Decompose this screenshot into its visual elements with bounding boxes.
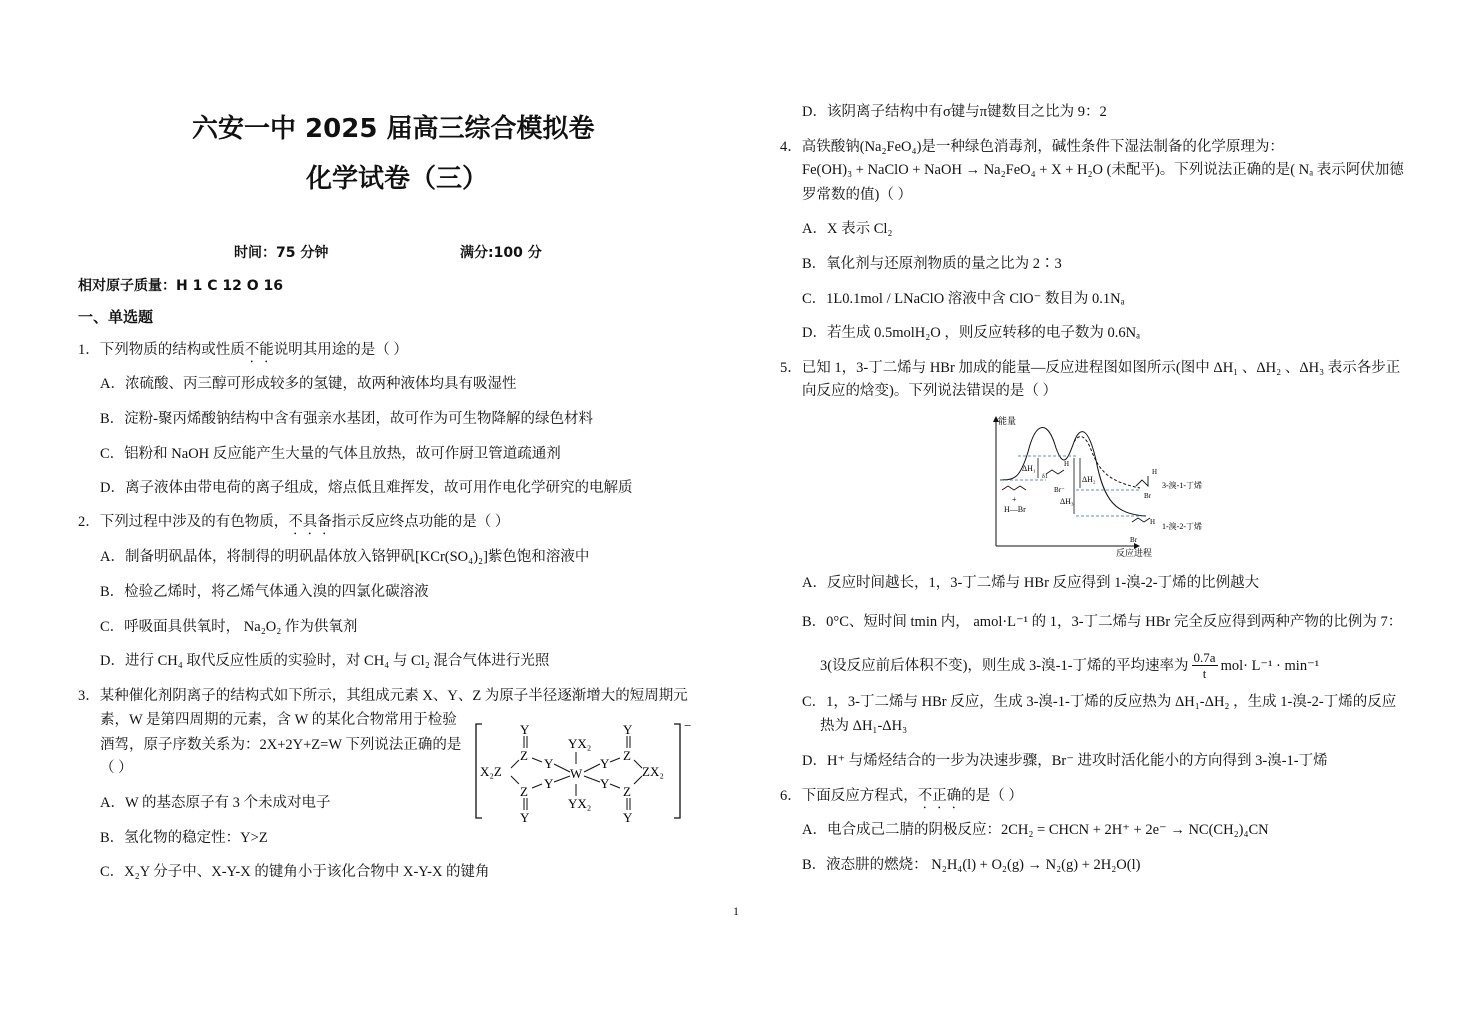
product2-label: 1-溴-2-丁烯 bbox=[1162, 522, 1202, 531]
q4-stem-line1: 4．高铁酸钠(Na₂FeO₄)是一种绿色消毒剂，碱性条件下湿法制备的化学原理为： bbox=[780, 139, 1284, 155]
progress-axis-label: 反应进程 bbox=[1116, 548, 1153, 558]
q3-stem-line1: 3．某种催化剂阴离子的结构式如下所示，其组成元素 X、Y、Z 为原子半径逐渐增大的短周期元 bbox=[78, 688, 688, 704]
q3-option-d: D．该阴离子结构中有σ键与π键数目之比为 9：2 bbox=[802, 104, 1107, 120]
q3-option-a: A．W 的基态原子有 3 个未成对电子 bbox=[100, 795, 331, 811]
anion-structure-diagram bbox=[472, 718, 700, 824]
atom-y: Y bbox=[520, 810, 530, 824]
q2-stem-part: 指示反应终点功能的是（ ） bbox=[331, 514, 510, 530]
atom-y: Y bbox=[544, 756, 554, 771]
q5-option-c-line1: C．1，3-丁二烯与 HBr 反应，生成 3-溴-1-丁烯的反应热为 ΔH₁-ΔH₂ ，生成 1-溴-2-丁烯的反应 bbox=[802, 694, 1397, 710]
h-label: H bbox=[1150, 518, 1156, 526]
q6-stem-emphasis: 不正确 bbox=[917, 788, 962, 804]
q6-stem-part: 6．下面反应方程式， bbox=[780, 788, 918, 804]
exam-time: 时间：75 分钟 bbox=[234, 245, 329, 261]
atom-z: Z bbox=[623, 748, 631, 763]
q1-option-c: C．铝粉和 NaOH 反应能产生大量的气体且放热，故可作厨卫管道疏通剂 bbox=[100, 446, 561, 462]
delta-h2-label: ΔH₂ bbox=[1082, 475, 1096, 484]
q6-stem-part: 的是（ ） bbox=[961, 788, 1023, 804]
energy-axis-label: 能量 bbox=[998, 416, 1017, 426]
atomic-mass-note: 相对原子质量：H 1 C 12 O 16 bbox=[78, 278, 283, 294]
group-x2z: X₂Z bbox=[480, 764, 502, 779]
q2-option-a: A．制备明矾晶体，将制得的明矾晶体放入铬钾矾[KCr(SO₄)₂]紫色饱和溶液中 bbox=[100, 549, 590, 565]
h-label: H bbox=[1152, 468, 1158, 476]
q4-stem-line2: Fe(OH)₃ + NaClO + NaOH → Na₂FeO₄ + X + H₂O (未配平)。下列说法正确的是( Nₐ 表示阿伏加德 bbox=[802, 162, 1404, 178]
q4-stem-line3: 罗常数的值)（ ） bbox=[802, 187, 912, 203]
plus-sign: + bbox=[1012, 495, 1017, 504]
q5-stem-line1: 5．已知 1，3-丁二烯与 HBr 加成的能量—反应进程图如图所示(图中 ΔH₁ 、ΔH₂ 、ΔH₃ 表示各步正 bbox=[780, 360, 1401, 376]
q2-stem-part: 2．下列过程中涉及的有色物质， bbox=[78, 514, 289, 530]
hbr-label: H—Br bbox=[1004, 505, 1026, 514]
q5-option-d: D．H⁺ 与烯烃结合的一步为决速步骤，Br⁻ 进攻时活化能小的方向得到 3-溴-1-丁烯 bbox=[802, 753, 1328, 769]
delta-h1-label: ΔH₁ bbox=[1022, 464, 1036, 473]
q4-option-b: B．氧化剂与还原剂物质的量之比为 2∶3 bbox=[802, 256, 1062, 272]
atom-z: Z bbox=[520, 784, 528, 799]
exam-title: 六安一中 2025 届高三综合模拟卷 bbox=[192, 114, 595, 144]
q6-option-a: A．电合成己二腈的阴极反应：2CH₂ = CHCN + 2H⁺ + 2e⁻ → NC(CH₂)₄CN bbox=[802, 822, 1269, 838]
product1-sketch bbox=[1136, 476, 1148, 486]
exam-score: 满分:100 分 bbox=[460, 245, 542, 261]
bromide-label: Br⁻ bbox=[1054, 486, 1065, 494]
q5-stem-line2: 向反应的焓变)。下列说法错误的是（ ） bbox=[802, 383, 1057, 399]
atom-y: Y bbox=[544, 776, 554, 791]
q6-stem bbox=[780, 786, 1023, 812]
q4-option-d: D．若生成 0.5molH₂O ，则反应转移的电子数为 0.6Nₐ bbox=[802, 325, 1141, 341]
product1-label: 3-溴-1-丁烯 bbox=[1162, 481, 1202, 490]
group-yx2: YX₂ bbox=[568, 796, 592, 811]
atom-w: W bbox=[570, 766, 583, 781]
q1-stem-part: 1．下列物质的结构或性质 bbox=[78, 342, 245, 358]
product2-sketch bbox=[1132, 518, 1150, 522]
page-number: 1 bbox=[733, 904, 739, 918]
q2-stem bbox=[78, 512, 509, 538]
br-label: Br bbox=[1144, 492, 1151, 500]
q5-option-c-line2: 热为 ΔH₁-ΔH₃ bbox=[820, 718, 908, 734]
q1-stem bbox=[78, 340, 408, 366]
butadiene-sketch bbox=[1002, 486, 1026, 490]
br-label: Br bbox=[1130, 536, 1137, 544]
delta-label: δ1 bbox=[1042, 474, 1048, 480]
q3-option-c: C．X₂Y 分子中、X-Y-X 的键角小于该化合物中 X-Y-X 的键角 bbox=[100, 864, 490, 880]
h-label: H bbox=[1064, 460, 1070, 468]
rate-fraction bbox=[1192, 650, 1218, 681]
exam-subtitle: 化学试卷（三） bbox=[306, 164, 489, 194]
group-yx2: YX₂ bbox=[568, 736, 592, 751]
q1-option-a: A．浓硫酸、丙三醇可形成较多的氢键，故两种液体均具有吸湿性 bbox=[100, 376, 517, 392]
q1-stem-emphasis: 不能 bbox=[244, 342, 274, 358]
q5-b-text: 3(设反应前后体积不变)，则生成 3-溴-1-丁烯的平均速率为 bbox=[820, 657, 1189, 674]
q5-b-unit: mol· L⁻¹ · min⁻¹ bbox=[1220, 657, 1320, 674]
q5-option-b-line1: B．0°C、短时间 tmin 内， amol·L⁻¹ 的 1，3-丁二烯与 HBr 完全反应得到两种产物的比例为 7： bbox=[802, 614, 1403, 630]
q3-stem-line4: （ ） bbox=[100, 760, 133, 776]
atom-y: Y bbox=[520, 722, 530, 737]
q2-option-c: C．呼吸面具供氧时， Na₂O₂ 作为供氧剂 bbox=[100, 619, 358, 635]
q2-option-b: B．检验乙烯时，将乙烯气体通入溴的四氯化碳溶液 bbox=[100, 584, 429, 600]
q1-option-b: B．淀粉-聚丙烯酸钠结构中含有强亲水基团，故可作为可生物降解的绿色材料 bbox=[100, 411, 593, 427]
charge-label: − bbox=[684, 718, 692, 733]
atom-z: Z bbox=[623, 784, 631, 799]
q3-stem-line2: 素，W 是第四周期的元素，含 W 的某化合物常用于检验 bbox=[100, 712, 457, 728]
q6-option-b: B．液态肼的燃烧： N₂H₄(l) + O₂(g) → N₂(g) + 2H₂O(l) bbox=[802, 857, 1141, 873]
atom-y: Y bbox=[600, 756, 610, 771]
fraction-numerator: 0.7a bbox=[1193, 650, 1216, 665]
q2-stem-emphasis: 不具备 bbox=[288, 514, 332, 530]
intermediate-sketch bbox=[1046, 470, 1064, 474]
energy-profile-diagram bbox=[990, 412, 1222, 560]
q1-stem-part: 说明其用途的是（ ） bbox=[273, 342, 408, 358]
q4-option-a: A．X 表示 Cl₂ bbox=[802, 221, 893, 237]
fraction-denominator: t bbox=[1202, 666, 1207, 681]
q5-option-a: A．反应时间越长，1，3-丁二烯与 HBr 反应得到 1-溴-2-丁烯的比例越大 bbox=[802, 575, 1260, 591]
atom-z: Z bbox=[520, 748, 528, 763]
atom-y: Y bbox=[600, 776, 610, 791]
delta-h3-label: ΔH₃ bbox=[1060, 497, 1074, 506]
q4-option-c: C．1L0.1mol / LNaClO 溶液中含 ClO⁻ 数目为 0.1Nₐ bbox=[802, 291, 1125, 307]
q3-option-b: B．氢化物的稳定性：Y>Z bbox=[100, 830, 268, 846]
q1-option-d: D．离子液体由带电荷的离子组成，熔点低且难挥发，故可用作电化学研究的电解质 bbox=[100, 480, 633, 496]
q3-stem-line3: 酒驾，原子序数关系为：2X+2Y+Z=W 下列说法正确的是 bbox=[100, 737, 462, 753]
atom-y: Y bbox=[623, 722, 633, 737]
q2-option-d: D．进行 CH₄ 取代反应性质的实验时，对 CH₄ 与 Cl₂ 混合气体进行光照 bbox=[100, 653, 550, 669]
section-heading: 一、单选题 bbox=[78, 308, 154, 326]
group-zx2: ZX₂ bbox=[642, 764, 664, 779]
atom-y: Y bbox=[623, 810, 633, 824]
q5-option-b-line2 bbox=[820, 650, 1319, 681]
